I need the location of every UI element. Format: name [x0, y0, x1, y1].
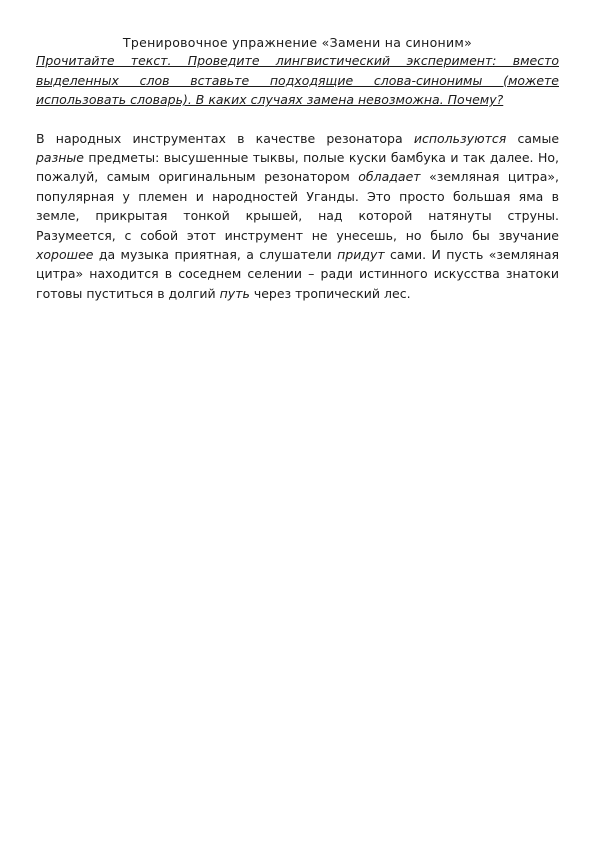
- text-segment: В народных инструментах в качестве резонатора: [36, 130, 414, 146]
- highlighted-word: придут: [337, 246, 385, 262]
- text-segment: да музыка приятная, а слушатели: [93, 246, 338, 262]
- exercise-text: [36, 129, 559, 304]
- text-segment: через тропический лес.: [249, 285, 411, 301]
- document-page: [36, 34, 559, 303]
- text-segment: сами. И пусть «земляная цитра» находится в соседнем селении – ради истинного искусства знатоки готовы пуститься в долгий: [36, 246, 560, 301]
- document-title: Тренировочное упражнение «Замени на синоним»: [122, 35, 473, 50]
- task-instructions: Прочитайте текст. Проведите лингвистический эксперимент: вместо выделенных слов вставьте подходящие слова-синонимы (можете использовать словарь). В каких случаях замена невозможна. Почему?: [36, 53, 559, 107]
- text-segment: самые: [506, 130, 560, 146]
- highlighted-word: разные: [36, 149, 84, 165]
- paragraph-spacer: [36, 110, 559, 129]
- text-segment: предметы: высушенные тыквы, полые куски бамбука и так далее. Но, пожалуй, самым оригинальным резонатором: [36, 149, 559, 185]
- highlighted-word: хорошее: [36, 246, 94, 262]
- text-segment: «земляная цитра», популярная у племен и народностей Уганды. Это просто большая яма в земле, прикрытая тонкой крышей, над которой натянуты струны. Разумеется, с собой этот инструмент не унесешь, но было бы звучание: [36, 169, 559, 243]
- highlighted-word: используются: [413, 130, 507, 146]
- highlighted-word: обладает: [358, 169, 421, 185]
- highlighted-word: путь: [219, 285, 250, 301]
